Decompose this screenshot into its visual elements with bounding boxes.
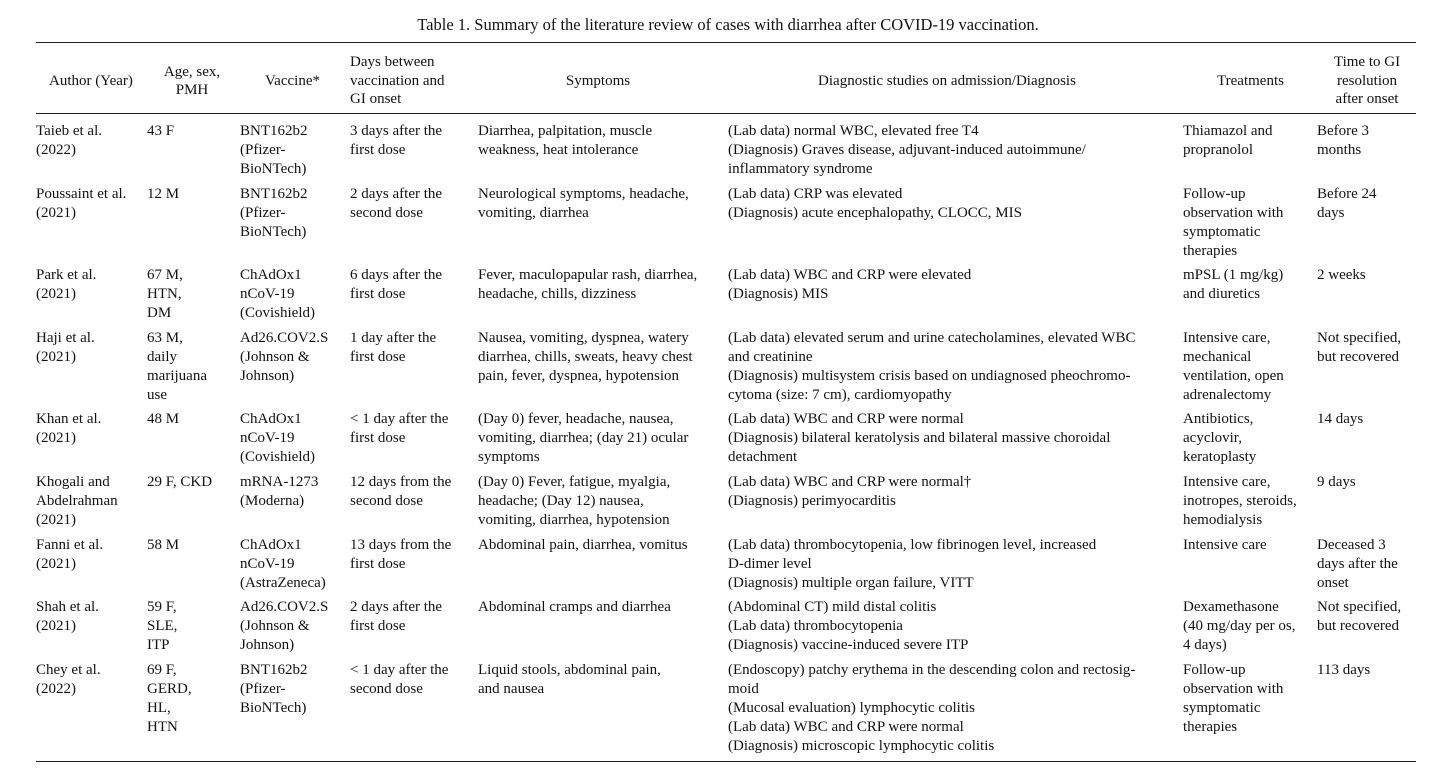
cell-treatment: Thiamazol and propranolol — [1183, 123, 1273, 158]
cell-author: Haji et al. (2021) — [36, 330, 95, 365]
cell-age: 69 F, GERD, HL, HTN — [147, 662, 192, 735]
cell-treatment: Follow-up observation with symptomatic therapies — [1183, 662, 1284, 735]
cell-age: 63 M, daily marijuana use — [147, 330, 207, 403]
cell-vaccine: BNT162b2 (Pfizer- BioNTech) — [240, 186, 308, 240]
cell-diagnostic: (Lab data) CRP was elevated (Diagnosis) acute encephalopathy, CLOCC, MIS — [728, 186, 1022, 221]
cell-days: 1 day after the first dose — [350, 330, 437, 365]
cell-diagnostic: (Lab data) normal WBC, elevated free T4 (Diagnosis) Graves disease, adjuvant-induced autoimmune/ inflammatory syndrome — [728, 123, 1086, 177]
cell-days: < 1 day after the first dose — [350, 411, 449, 446]
cell-age: 29 F, CKD — [147, 474, 213, 490]
cell-diagnostic: (Lab data) WBC and CRP were normal† (Diagnosis) perimyocarditis — [728, 474, 972, 509]
cell-time: Deceased 3 days after the onset — [1317, 537, 1398, 591]
cell-treatment: Dexamethasone (40 mg/day per os, 4 days) — [1183, 599, 1296, 653]
cell-diagnostic: (Abdominal CT) mild distal colitis (Lab data) thrombocytopenia (Diagnosis) vaccine-induced severe ITP — [728, 599, 969, 653]
cell-author: Shah et al. (2021) — [36, 599, 99, 634]
cell-vaccine: Ad26.COV2.S (Johnson & Johnson) — [240, 599, 329, 653]
cell-age: 67 M, HTN, DM — [147, 267, 183, 321]
cell-treatment: Follow-up observation with symptomatic therapies — [1183, 186, 1284, 259]
cell-time: Before 24 days — [1317, 186, 1377, 221]
cell-symptoms: (Day 0) fever, headache, nausea, vomiting, diarrhea; (day 21) ocular symptoms — [478, 411, 689, 465]
table-header-rule — [36, 113, 1416, 114]
cell-vaccine: Ad26.COV2.S (Johnson & Johnson) — [240, 330, 329, 384]
cell-treatment: Antibiotics, acyclovir, keratoplasty — [1183, 411, 1257, 465]
cell-treatment: Intensive care, inotropes, steroids, hemodialysis — [1183, 474, 1297, 528]
cell-time: Not specified, but recovered — [1317, 330, 1402, 365]
cell-diagnostic: (Lab data) elevated serum and urine catecholamines, elevated WBC and creatinine (Diagnosis) multisystem crisis based on undiagnosed pheochromo- cytoma (size: 7 cm), cardiomyopathy — [728, 330, 1136, 403]
cell-symptoms: Abdominal pain, diarrhea, vomitus — [478, 537, 688, 553]
cell-days: 12 days from the second dose — [350, 474, 452, 509]
cell-treatment: mPSL (1 mg/kg) and diuretics — [1183, 267, 1284, 302]
cell-time: Before 3 months — [1317, 123, 1370, 158]
cell-days: < 1 day after the second dose — [350, 662, 449, 697]
cell-author: Khan et al. (2021) — [36, 411, 102, 446]
cell-days: 6 days after the first dose — [350, 267, 443, 302]
cell-author: Taieb et al. (2022) — [36, 123, 102, 158]
cell-vaccine: BNT162b2 (Pfizer- BioNTech) — [240, 662, 308, 716]
cell-vaccine: ChAdOx1 nCoV-19 (Covishield) — [240, 411, 315, 465]
cell-treatment: Intensive care, mechanical ventilation, open adrenalectomy — [1183, 330, 1284, 403]
column-header-diagnostic: Diagnostic studies on admission/Diagnosis — [818, 72, 1076, 89]
column-header-days: Days between vaccination and GI onset — [350, 54, 445, 108]
cell-days: 2 days after the first dose — [350, 599, 443, 634]
cell-days: 13 days from the first dose — [350, 537, 452, 572]
cell-age: 58 M — [147, 537, 180, 553]
table-bottom-rule — [36, 761, 1416, 762]
table-caption: Table 1. Summary of the literature review of cases with diarrhea after COVID-19 vaccination. — [417, 15, 1039, 34]
cell-diagnostic: (Lab data) WBC and CRP were normal (Diagnosis) bilateral keratolysis and bilateral massive choroidal detachment — [728, 411, 1111, 465]
cell-author: Khogali and Abdelrahman (2021) — [36, 474, 118, 528]
cell-days: 3 days after the first dose — [350, 123, 443, 158]
column-header-vaccine: Vaccine* — [265, 72, 320, 89]
column-header-symptoms: Symptoms — [565, 72, 631, 89]
cell-vaccine: BNT162b2 (Pfizer- BioNTech) — [240, 123, 308, 177]
cell-author: Fanni et al. (2021) — [36, 537, 104, 572]
cell-symptoms: Liquid stools, abdominal pain, and nausea — [478, 662, 661, 697]
cell-symptoms: Abdominal cramps and diarrhea — [478, 599, 671, 615]
cell-vaccine: mRNA-1273 (Moderna) — [240, 474, 319, 509]
cell-symptoms: Fever, maculopapular rash, diarrhea, headache, chills, dizziness — [478, 267, 698, 302]
cell-age: 43 F — [147, 123, 175, 139]
column-header-time: Time to GI resolution after onset — [1333, 54, 1401, 108]
cell-age: 48 M — [147, 411, 180, 427]
cell-time: 14 days — [1317, 411, 1364, 427]
cell-symptoms: Diarrhea, palpitation, muscle weakness, heat intolerance — [478, 123, 653, 158]
cell-time: Not specified, but recovered — [1317, 599, 1402, 634]
cell-diagnostic: (Lab data) thrombocytopenia, low fibrinogen level, increased D-dimer level (Diagnosis) multiple organ failure, VITT — [728, 537, 1097, 591]
cell-author: Poussaint et al. (2021) — [36, 186, 127, 221]
cell-symptoms: Neurological symptoms, headache, vomiting, diarrhea — [478, 186, 689, 221]
cell-age: 59 F, SLE, ITP — [147, 599, 178, 653]
cell-author: Chey et al. (2022) — [36, 662, 101, 697]
cell-author: Park et al. (2021) — [36, 267, 97, 302]
cell-vaccine: ChAdOx1 nCoV-19 (Covishield) — [240, 267, 315, 321]
cell-time: 9 days — [1317, 474, 1356, 490]
cell-symptoms: Nausea, vomiting, dyspnea, watery diarrhea, chills, sweats, heavy chest pain, fever, dyspnea, hypotension — [478, 330, 693, 384]
cell-diagnostic: (Endoscopy) patchy erythema in the descending colon and rectosig- moid (Mucosal evaluation) lymphocytic colitis (Lab data) WBC and CRP were normal (Diagnosis) microscopic lymphocytic colitis — [728, 662, 1136, 754]
column-header-treatment: Treatments — [1217, 72, 1284, 89]
cell-age: 12 M — [147, 186, 180, 202]
cell-symptoms: (Day 0) Fever, fatigue, myalgia, headache; (Day 12) nausea, vomiting, diarrhea, hypotension — [478, 474, 671, 528]
cell-diagnostic: (Lab data) WBC and CRP were elevated (Diagnosis) MIS — [728, 267, 972, 302]
cell-treatment: Intensive care — [1183, 537, 1267, 553]
column-header-author: Author (Year) — [49, 72, 133, 89]
cell-days: 2 days after the second dose — [350, 186, 443, 221]
table-top-rule — [36, 42, 1416, 43]
cell-vaccine: ChAdOx1 nCoV-19 (AstraZeneca) — [240, 537, 326, 591]
cell-time: 2 weeks — [1317, 267, 1366, 283]
cell-time: 113 days — [1317, 662, 1371, 678]
column-header-age: Age, sex, PMH — [163, 63, 221, 98]
